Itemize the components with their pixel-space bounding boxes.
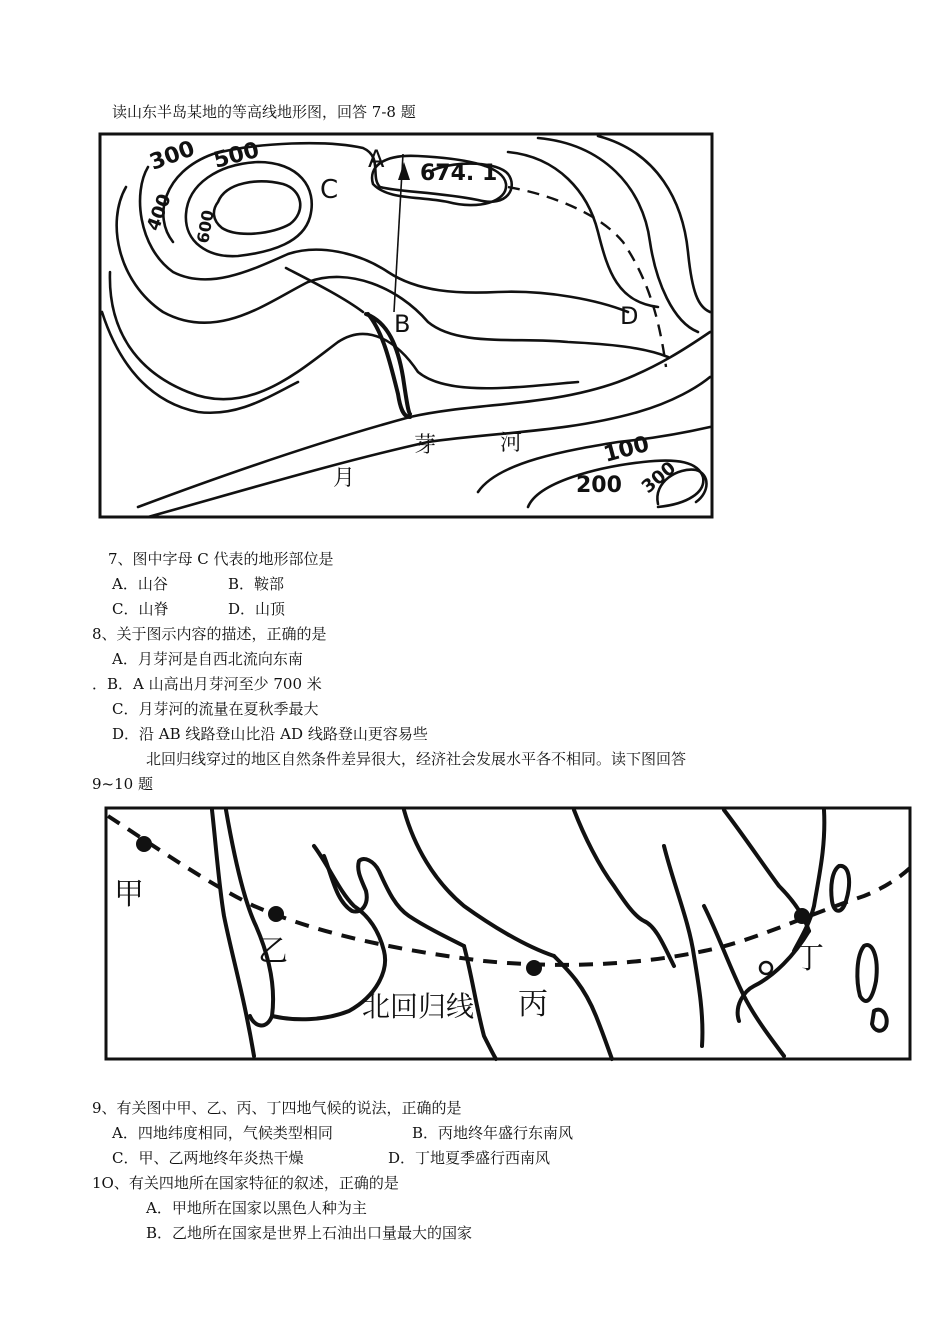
intro-text-2: 北回归线穿过的地区自然条件差异很大，经济社会发展水平各不相同。读下图回答	[146, 750, 687, 768]
river-name-char-1: 月	[333, 466, 356, 491]
coastline-persian-gulf	[324, 856, 464, 946]
contour-label-300: 300	[146, 136, 199, 176]
summit-elevation-label: 674. 1	[420, 161, 498, 186]
point-label-b: B	[394, 310, 411, 338]
contour-label-500: 500	[211, 137, 262, 174]
location-circle-ding	[760, 962, 772, 974]
coastline-philippines	[857, 945, 876, 1001]
place-label-yi: 乙	[258, 934, 288, 969]
coastline-indochina	[664, 846, 702, 1046]
q9-option-c: C．甲、乙两地终年炎热干燥	[112, 1149, 304, 1167]
tropic-of-cancer-map	[104, 806, 912, 1062]
q8-stem: 8、关于图示内容的描述，正确的是	[92, 625, 327, 643]
contour-label-300-b: 300	[637, 457, 681, 498]
contour-label-600: 600	[193, 208, 218, 245]
coastline-bay-of-bengal	[574, 810, 674, 966]
q9-option-b: B．丙地终年盛行东南风	[412, 1124, 574, 1142]
q7-option-d: D．山顶	[228, 600, 286, 618]
river-bank-1	[138, 332, 710, 507]
q7-option-a: A．山谷	[112, 575, 168, 593]
q7-option-b: B．鞍部	[228, 575, 285, 593]
river-name-char-3: 河	[500, 431, 523, 456]
location-dot-yi	[268, 906, 284, 922]
place-label-bing: 丙	[518, 987, 548, 1022]
summit-triangle-icon	[398, 162, 410, 180]
location-dot-jia	[136, 836, 152, 852]
location-dot-bing	[526, 960, 542, 976]
q8-option-a: A．月芽河是自西北流向东南	[112, 650, 303, 668]
tropic-of-cancer-label: 北回归线	[362, 990, 475, 1023]
place-label-ding: 丁	[794, 941, 824, 976]
q10-stem: 1O、有关四地所在国家特征的叙述，正确的是	[92, 1174, 399, 1192]
q9-option-a: A．四地纬度相同，气候类型相同	[112, 1124, 333, 1142]
intro-text-2-cont: 9~10 题	[92, 775, 153, 793]
q9-stem: 9、有关图中甲、乙、丙、丁四地气候的说法，正确的是	[92, 1099, 462, 1117]
intro-text-1: 读山东半岛某地的等高线地形图，回答 7-8 题	[112, 103, 416, 121]
q10-option-b: B．乙地所在国家是世界上石油出口量最大的国家	[146, 1224, 473, 1242]
place-label-jia: 甲	[114, 877, 144, 912]
q8-option-d: D．沿 AB 线路登山比沿 AD 线路登山更容易些	[112, 725, 428, 743]
river-name-char-2: 芽	[414, 433, 437, 458]
coastline-iran-pakistan	[404, 810, 554, 956]
q8-option-b: ．B．A 山高出月芽河至少 700 米	[92, 675, 322, 693]
point-label-c: C	[320, 175, 339, 205]
coastline-india-east	[554, 956, 612, 1059]
q10-option-a: A．甲地所在国家以黑色人种为主	[146, 1199, 367, 1217]
contour-line-600-inner	[214, 181, 300, 233]
point-label-d: D	[620, 302, 639, 330]
contour-line-left	[102, 312, 298, 413]
contour-line-right-1	[508, 152, 658, 307]
coastline-philippines-2	[872, 1010, 887, 1031]
contour-line-right-3	[598, 136, 710, 312]
q7-stem: 7、图中字母 C 代表的地形部位是	[108, 550, 334, 568]
q7-option-c: C．山脊	[112, 600, 169, 618]
coastline-arabia-west	[226, 810, 273, 1025]
location-dot-ding	[794, 908, 810, 924]
q9-option-d: D．丁地夏季盛行西南风	[388, 1149, 551, 1167]
contour-label-400: 400	[142, 191, 176, 234]
point-label-a: A	[368, 145, 385, 173]
contour-map	[98, 132, 714, 520]
valley-line	[286, 268, 363, 312]
q8-option-c: C．月芽河的流量在夏秋季最大	[112, 700, 319, 718]
contour-label-100: 100	[601, 431, 652, 468]
contour-label-200: 200	[576, 473, 622, 498]
